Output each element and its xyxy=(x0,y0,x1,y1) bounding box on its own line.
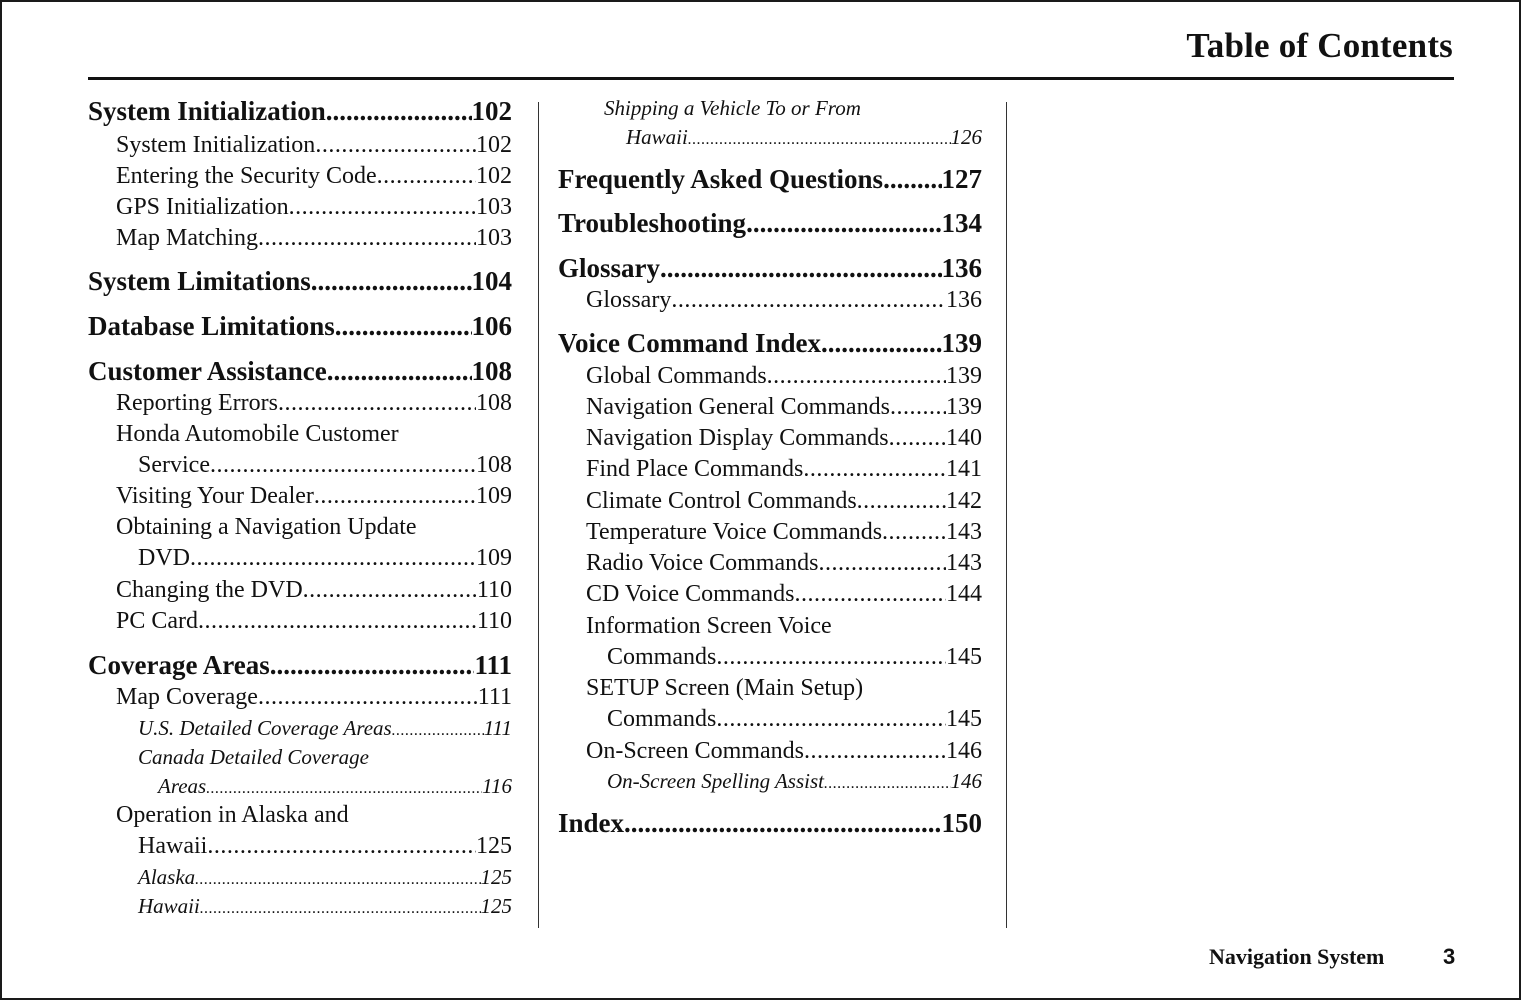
toc-entry[interactable]: CD Voice Commands ..... 144 xyxy=(586,581,982,608)
toc-entry[interactable]: Find Place Commands ..... 141 xyxy=(586,456,982,483)
toc-entry[interactable]: Operation in Alaska and xyxy=(116,802,349,828)
toc-entry[interactable]: On-Screen Commands ..... 146 xyxy=(586,738,982,765)
toc-entry[interactable]: Service ..... 108 xyxy=(138,452,512,479)
toc-entry[interactable]: Map Coverage ..... 111 xyxy=(116,684,512,711)
column-divider xyxy=(538,102,539,928)
toc-entry[interactable]: Navigation General Commands ..... 139 xyxy=(586,394,982,421)
header-rule xyxy=(88,77,1454,80)
toc-entry[interactable]: Database Limitations ..... 106 xyxy=(88,311,512,342)
toc-entry[interactable]: System Initialization ..... 102 xyxy=(116,132,512,159)
page-title: Table of Contents xyxy=(1186,26,1453,65)
toc-entry[interactable]: Reporting Errors ..... 108 xyxy=(116,390,512,417)
toc-entry[interactable]: Information Screen Voice xyxy=(586,613,832,639)
toc-entry[interactable]: Global Commands ..... 139 xyxy=(586,363,982,390)
toc-entry[interactable]: Alaska ..... 125 xyxy=(138,865,512,890)
toc-entry[interactable]: DVD ..... 109 xyxy=(138,545,512,572)
toc-entry[interactable]: Shipping a Vehicle To or From xyxy=(604,96,861,120)
toc-entry[interactable]: Commands ..... 145 xyxy=(607,706,982,733)
toc-entry[interactable]: Navigation Display Commands ..... 140 xyxy=(586,425,982,452)
toc-entry[interactable]: System Limitations ..... 104 xyxy=(88,266,512,297)
toc-entry[interactable]: System Initialization ..... 102 xyxy=(88,96,512,127)
toc-entry[interactable]: On-Screen Spelling Assist ..... 146 xyxy=(607,769,982,794)
column-divider xyxy=(1006,102,1007,928)
toc-entry[interactable]: Areas ..... 116 xyxy=(158,774,512,799)
toc-entry[interactable]: Visiting Your Dealer ..... 109 xyxy=(116,483,512,510)
toc-entry[interactable]: Canada Detailed Coverage xyxy=(138,745,369,769)
toc-entry[interactable]: Hawaii ..... 125 xyxy=(138,833,512,860)
toc-entry[interactable]: Changing the DVD ..... 110 xyxy=(116,577,512,604)
toc-entry[interactable]: Troubleshooting ..... 134 xyxy=(558,208,982,239)
toc-entry[interactable]: Hawaii ..... 125 xyxy=(138,894,512,919)
toc-entry[interactable]: Frequently Asked Questions ..... 127 xyxy=(558,164,982,195)
page-number: 3 xyxy=(1443,944,1456,969)
toc-entry[interactable]: Commands ..... 145 xyxy=(607,644,982,671)
toc-entry[interactable]: Obtaining a Navigation Update xyxy=(116,514,417,540)
footer-section-label: Navigation System xyxy=(1209,944,1385,969)
toc-entry[interactable]: Climate Control Commands ..... 142 xyxy=(586,488,982,515)
toc-entry[interactable]: Hawaii ..... 126 xyxy=(626,125,982,150)
toc-entry[interactable]: Temperature Voice Commands ..... 143 xyxy=(586,519,982,546)
toc-entry[interactable]: GPS Initialization ..... 103 xyxy=(116,194,512,221)
toc-entry[interactable]: Index ..... 150 xyxy=(558,808,982,839)
toc-entry[interactable]: Honda Automobile Customer xyxy=(116,421,399,447)
toc-entry[interactable]: Coverage Areas ..... 111 xyxy=(88,650,512,681)
toc-entry[interactable]: U.S. Detailed Coverage Areas ..... 111 xyxy=(138,716,512,741)
toc-entry[interactable]: SETUP Screen (Main Setup) xyxy=(586,675,864,701)
toc-entry[interactable]: PC Card ..... 110 xyxy=(116,608,512,635)
toc-entry[interactable]: Radio Voice Commands ..... 143 xyxy=(586,550,982,577)
toc-entry[interactable]: Entering the Security Code ..... 102 xyxy=(116,163,512,190)
toc-entry[interactable]: Map Matching ..... 103 xyxy=(116,225,512,252)
toc-entry[interactable]: Customer Assistance ..... 108 xyxy=(88,356,512,387)
toc-entry[interactable]: Voice Command Index ..... 139 xyxy=(558,328,982,359)
toc-entry[interactable]: Glossary ..... 136 xyxy=(558,253,982,284)
toc-entry[interactable]: Glossary ..... 136 xyxy=(586,287,982,314)
